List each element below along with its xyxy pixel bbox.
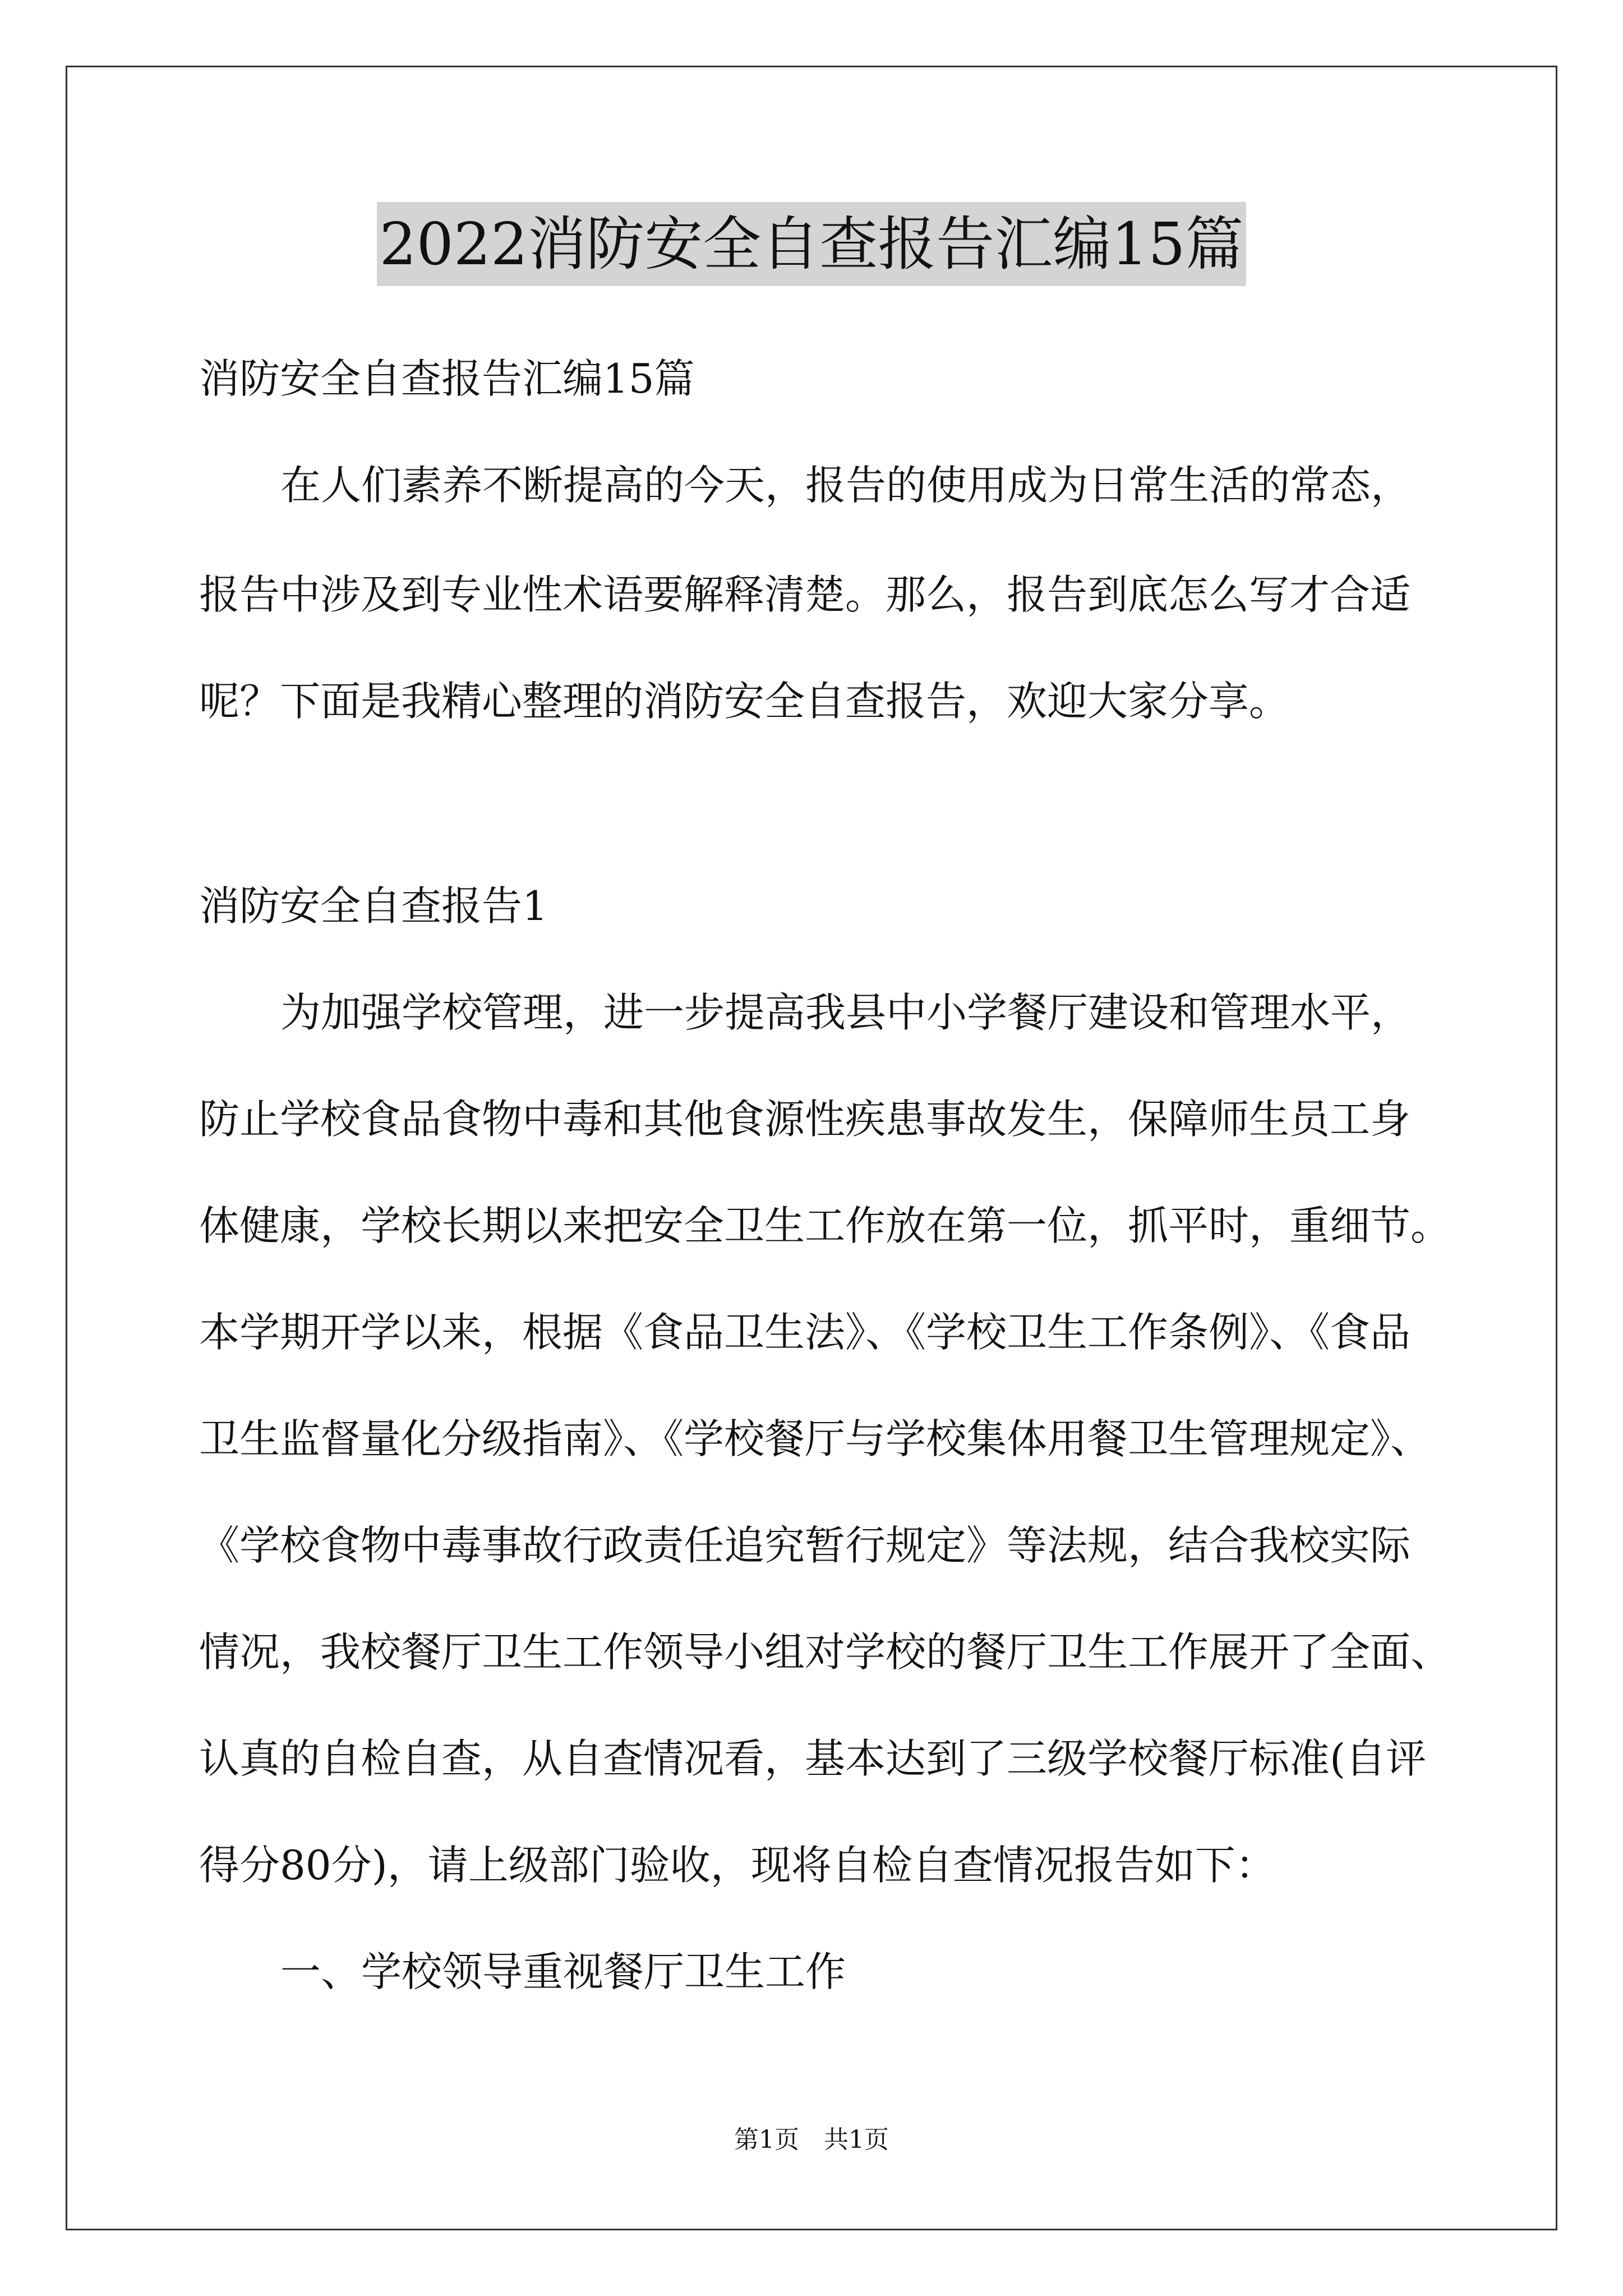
page-footer: 第1页 共1页	[734, 2125, 889, 2154]
body-line-8: 认真的自检自查，从自查情况看，基本达到了三级学校餐厅标准(自评	[199, 1735, 1427, 1782]
section-heading: 消防安全自查报告1	[199, 882, 548, 930]
intro-line-1: 在人们素养不断提高的今天，报告的使用成为日常生活的常态，	[280, 462, 1412, 509]
document-subtitle: 消防安全自查报告汇编15篇	[199, 355, 695, 402]
body-line-9: 得分80分)，请上级部门验收，现将自检自查情况报告如下：	[199, 1842, 1276, 1889]
body-line-2: 防止学校食品食物中毒和其他食源性疾患事故发生，保障师生员工身	[199, 1096, 1411, 1143]
document-title-text: 2022消防安全自查报告汇编15篇	[377, 202, 1246, 286]
body-line-7: 情况，我校餐厅卫生工作领导小组对学校的餐厅卫生工作展开了全面、	[199, 1628, 1451, 1676]
document-title	[0, 202, 1623, 286]
body-line-4: 本学期开学以来，根据《食品卫生法》、《学校卫生工作条例》、《食品	[199, 1309, 1411, 1356]
body-line-3: 体健康，学校长期以来把安全卫生工作放在第一位，抓平时，重细节。	[199, 1202, 1451, 1249]
body-line-5: 卫生监督量化分级指南》、《学校餐厅与学校集体用餐卫生管理规定》、	[199, 1415, 1431, 1462]
intro-line-3: 呢？下面是我精心整理的消防安全自查报告，欢迎大家分享。	[199, 678, 1290, 725]
body-line-1: 为加强学校管理，进一步提高我县中小学餐厅建设和管理水平，	[280, 989, 1412, 1036]
intro-line-2: 报告中涉及到专业性术语要解释清楚。那么，报告到底怎么写才合适	[199, 571, 1411, 618]
sub-heading: 一、学校领导重视餐厅卫生工作	[280, 1948, 846, 1995]
body-line-6: 《学校食物中毒事故行政责任追究暂行规定》等法规，结合我校实际	[199, 1522, 1411, 1569]
